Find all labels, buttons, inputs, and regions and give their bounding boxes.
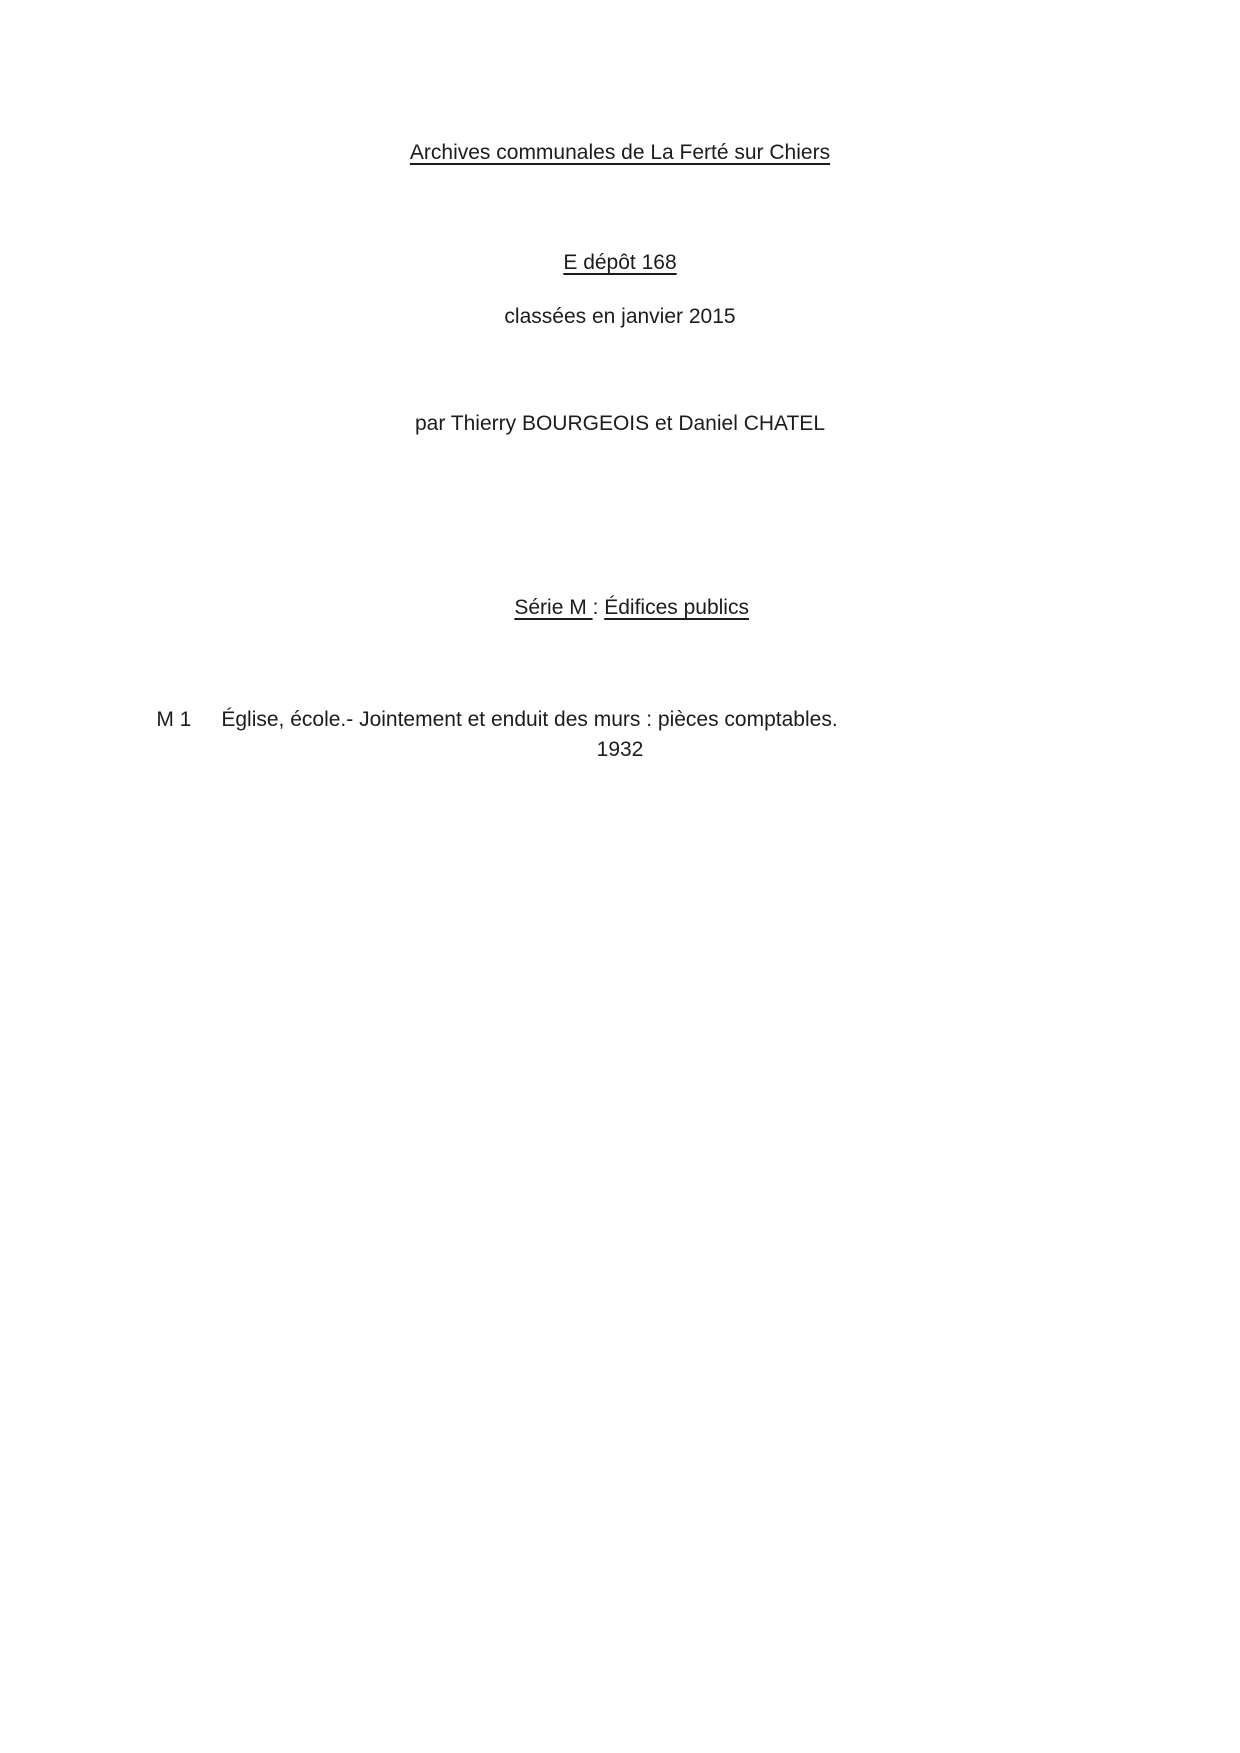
series-separator: :: [592, 596, 605, 619]
entry-cote: M 1: [156, 708, 192, 731]
fonds-cote: E dépôt 168: [563, 251, 677, 274]
entry-description: Église, école.- Jointement et enduit des murs : pièces comptables.: [221, 708, 838, 731]
series-heading: [0, 572, 1240, 644]
entry-date: 1932: [596, 738, 644, 761]
series-name: Édifices publics: [604, 596, 749, 619]
document-title: Archives communales de La Ferté sur Chiers: [409, 141, 831, 164]
series-label: Série M: [514, 596, 593, 619]
classement-note: classées en janvier 2015: [504, 305, 736, 328]
authors-line: par Thierry BOURGEOIS et Daniel CHATEL: [414, 412, 825, 435]
